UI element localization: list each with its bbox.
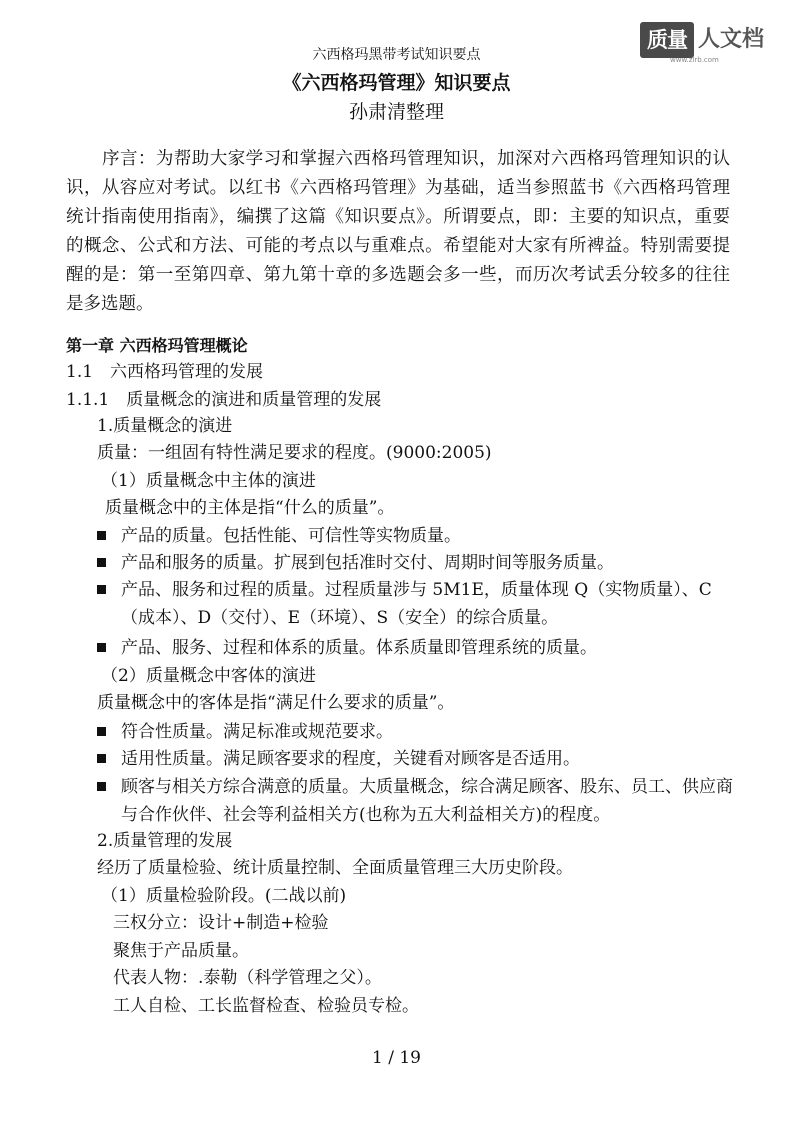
list-item-text: 产品、服务和过程的质量。过程质量涉与 5M1E，质量体现 Q（实物质量）、C（成本）、D（交付）、E（环境）、S（安全）的综合质量。 [121,580,712,628]
list-item [97,576,737,632]
document-title: 《六西格玛管理》知识要点 [282,72,511,94]
stage-detail: 三权分立：设计+制造+检验 [113,913,329,933]
running-header: 六西格玛黑带考试知识要点 [312,47,481,63]
bullet-square-icon [97,531,106,540]
list-item-text: 符合性质量。满足标准或规范要求。 [121,722,393,742]
list-item-text: 顾客与相关方综合满意的质量。大质量概念，综合满足顾客、股东、员工、供应商与合作伙伴、社会等利益相关方(也称为五大利益相关方)的程度。 [121,777,733,825]
stage-detail: 聚焦于产品质量。 [113,941,249,961]
document-author: 孙肃清整理 [348,101,444,123]
bullet-square-icon [97,727,106,736]
bullet-square-icon [97,558,106,567]
logo-url: www.zlrb.com [670,56,719,64]
subpoint-description: 质量概念中的主体是指“什么的质量”。 [105,498,395,518]
list-item [97,718,737,746]
logo-box: 质量 [640,22,694,58]
list-item [97,549,737,577]
list-item-text: 产品、服务、过程和体系的质量。体系质量即管理系统的质量。 [121,638,597,658]
list-item [97,634,737,662]
preface-paragraph: 序言：为帮助大家学习和掌握六西格玛管理知识，加深对六西格玛管理知识的认识，从容应对考试。以红书《六西格玛管理》为基础，适当参照蓝书《六西格玛管理统计指南使用指南》，编撰了这篇《知识要点》。所谓要点，即：主要的知识点，重要的概念、公式和方法、可能的考点以与重难点。希望能对大家有所裨益。特别需要提醒的是：第一至第四章、第九第十章的多选题会多一些，而历次考试丢分较多的往往是多选题。 [66,149,730,314]
page-number: 1 / 19 [372,1048,421,1068]
stage-detail: 工人自检、工长监督检查、检验员专检。 [113,996,419,1016]
section-heading: 1.1 六西格玛管理的发展 [66,362,264,382]
point-heading: 2.质量管理的发展 [97,831,233,851]
list-item [97,745,737,773]
bullet-square-icon [97,643,106,652]
list-item-text: 产品和服务的质量。扩展到包括准时交付、周期时间等服务质量。 [121,553,614,573]
list-item [97,773,737,829]
quality-definition: 质量：一组固有特性满足要求的程度。(9000:2005) [97,443,492,463]
list-item-text: 产品的质量。包括性能、可信性等实物质量。 [121,526,461,546]
subpoint-heading: （1）质量概念中主体的演进 [101,471,316,491]
list-item-text: 适用性质量。满足顾客要求的程度，关键看对顾客是否适用。 [121,749,580,769]
list-item [97,522,737,550]
chapter-heading: 第一章 六西格玛管理概论 [66,336,248,355]
stage-heading: （1）质量检验阶段。(二战以前) [101,886,347,906]
logo-text: 人文档 [698,27,765,52]
subpoint-heading: （2）质量概念中客体的演进 [101,666,316,686]
point-description: 经历了质量检验、统计质量控制、全面质量管理三大历史阶段。 [97,858,573,878]
bullet-square-icon [97,585,106,594]
bullet-square-icon [97,782,106,791]
point-heading: 1.质量概念的演进 [97,416,233,436]
bullet-square-icon [97,754,106,763]
stage-detail: 代表人物：.泰勒（科学管理之父）。 [113,968,382,988]
subpoint-description: 质量概念中的客体是指“满足什么要求的质量”。 [97,693,455,713]
subsection-heading: 1.1.1 质量概念的演进和质量管理的发展 [66,390,382,410]
